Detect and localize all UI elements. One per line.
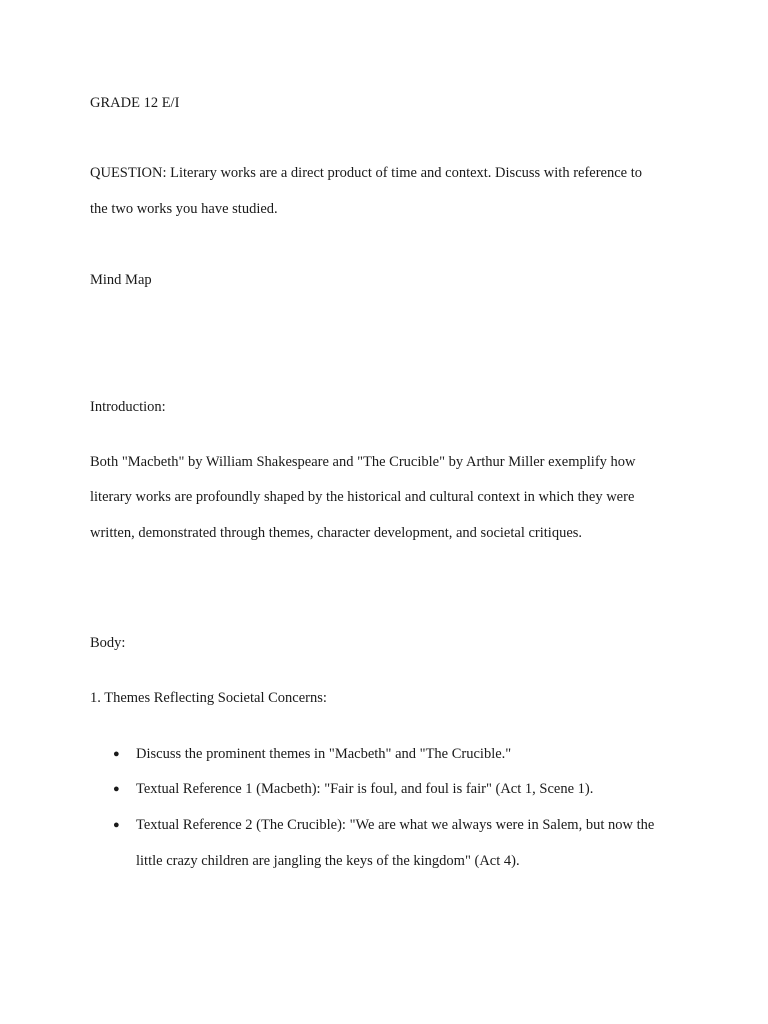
bullet-2-text: Textual Reference 1 (Macbeth): "Fair is foul, and foul is fair" (Act 1, Scene 1).: [136, 781, 594, 797]
bullet-3-text-line-2: little crazy children are jangling the keys of the kingdom" (Act 4).: [136, 853, 520, 869]
introduction-line-1: Both "Macbeth" by William Shakespeare and "The Crucible" by Arthur Miller exemplify how: [90, 454, 636, 470]
mind-map-heading: Mind Map: [90, 272, 152, 288]
bullet-3-marker: ●: [113, 819, 120, 831]
body-heading: Body:: [90, 635, 126, 651]
introduction-heading: Introduction:: [90, 399, 166, 415]
bullet-3-text-line-1: Textual Reference 2 (The Crucible): "We are what we always were in Salem, but now the: [136, 817, 655, 833]
bullet-1-marker: ●: [113, 748, 120, 760]
bullet-2-marker: ●: [113, 783, 120, 795]
introduction-line-2: literary works are profoundly shaped by the historical and cultural context in which they were: [90, 489, 635, 505]
grade-heading: GRADE 12 E/I: [90, 95, 180, 111]
section-1-heading: 1. Themes Reflecting Societal Concerns:: [90, 690, 327, 706]
question-line-2: the two works you have studied.: [90, 201, 278, 217]
question-line-1: QUESTION: Literary works are a direct product of time and context. Discuss with reference to: [90, 165, 643, 181]
bullet-1-text: Discuss the prominent themes in "Macbeth" and "The Crucible.": [136, 746, 512, 762]
introduction-line-3: written, demonstrated through themes, character development, and societal critiques.: [90, 525, 583, 541]
